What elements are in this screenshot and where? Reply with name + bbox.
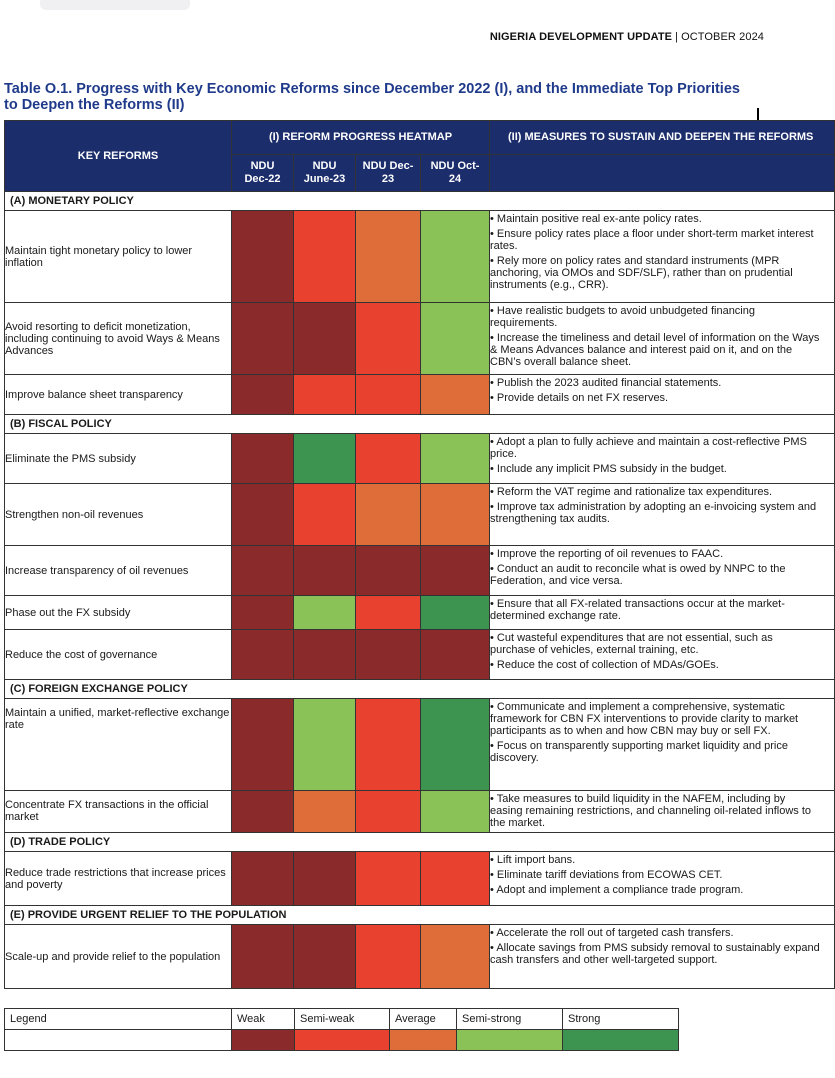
table-title: Table O.1. Progress with Key Economic Reforms since December 2022 (I), and the Immediate Top Priorities to Deepen the Reforms (II) — [4, 81, 740, 113]
heatmap-cell-average — [294, 791, 356, 833]
measures-header: (II) MEASURES TO SUSTAIN AND DEEPEN THE REFORMS — [490, 121, 835, 155]
heatmap-cell-semiweak — [294, 211, 356, 303]
reform-name: Reduce the cost of governance — [5, 630, 232, 680]
measure-item: • Focus on transparently supporting market liquidity and price discovery. — [490, 740, 788, 764]
table-row — [5, 852, 835, 906]
measure-item: • Rely more on policy rates and standard instruments (MPR anchoring, via OMOs and SDF/SLF), rather than on prudential instruments (e.g., CRR). — [490, 255, 793, 291]
measure-item: • Communicate and implement a comprehensive, systematic framework for CBN FX interventions to provide clarity to market participants as to when and how CBN may buy or sell FX. — [490, 701, 799, 737]
legend-item-strong: Strong — [563, 1009, 679, 1030]
measure-item: • Adopt a plan to fully achieve and maintain a cost-reflective PMS price. — [490, 436, 807, 460]
heatmap-header: (I) REFORM PROGRESS HEATMAP — [232, 121, 490, 155]
legend-item-weak: Weak — [232, 1009, 295, 1030]
legend-item-semi-weak: Semi-weak — [295, 1009, 390, 1030]
section-header-row — [5, 833, 835, 852]
heatmap-cell-weak — [294, 630, 356, 680]
period-header: NDU Dec-23 — [356, 155, 421, 192]
table-row — [5, 699, 835, 791]
legend-swatch-weak — [232, 1030, 295, 1051]
reform-name: Maintain tight monetary policy to lower inflation — [5, 211, 232, 303]
heatmap-cell-semiweak — [294, 484, 356, 546]
heatmap-cell-semistrong — [421, 434, 490, 484]
legend-swatch-average — [390, 1030, 457, 1051]
measure-item: • Improve tax administration by adopting an e-invoicing system and strengthening tax audits. — [490, 501, 817, 525]
measures-cell — [490, 484, 835, 546]
reform-name: Concentrate FX transactions in the official market — [5, 791, 232, 833]
heatmap-cell-weak — [232, 791, 294, 833]
heatmap-cell-semistrong — [294, 596, 356, 630]
reform-name: Maintain a unified, market-reflective exchange rate — [5, 699, 232, 791]
measure-item: • Ensure that all FX-related transactions occur at the market-determined exchange rate. — [490, 598, 785, 622]
key-reforms-header: KEY REFORMS — [5, 121, 232, 192]
measures-cell — [490, 596, 835, 630]
table-row — [5, 211, 835, 303]
legend-swatch-strong — [563, 1030, 679, 1051]
measure-item: • Include any implicit PMS subsidy in the budget. — [490, 463, 727, 475]
measure-item: • Have realistic budgets to avoid unbudgeted financing requirements. — [490, 305, 755, 329]
heatmap-cell-semiweak — [294, 375, 356, 415]
measure-item: • Take measures to build liquidity in the NAFEM, including by easing remaining restrictions, and channeling oil-related inflows to the market. — [490, 793, 812, 829]
measures-cell — [490, 303, 835, 375]
legend-swatch-semi-weak — [295, 1030, 390, 1051]
heatmap-cell-average — [356, 211, 421, 303]
heatmap-cell-average — [421, 375, 490, 415]
section-title: (A) MONETARY POLICY — [5, 192, 835, 211]
legend-item-semi-strong: Semi-strong — [457, 1009, 563, 1030]
measure-item: • Adopt and implement a compliance trade program. — [490, 884, 744, 896]
measure-item: • Allocate savings from PMS subsidy removal to sustainably expand cash transfers and other well-targeted support. — [490, 942, 820, 966]
heatmap-cell-strong — [294, 434, 356, 484]
heatmap-cell-strong — [421, 699, 490, 791]
measures-cell — [490, 375, 835, 415]
reform-name: Strengthen non-oil revenues — [5, 484, 232, 546]
measure-item: • Cut wasteful expenditures that are not essential, such as purchase of vehicles, external training, etc. — [490, 632, 773, 656]
legend-label: Legend — [5, 1009, 232, 1030]
heatmap-cell-semistrong — [294, 699, 356, 791]
measure-item: • Accelerate the roll out of targeted cash transfers. — [490, 927, 734, 939]
heatmap-cell-weak — [294, 852, 356, 906]
section-header-row — [5, 192, 835, 211]
reform-name: Avoid resorting to deficit monetization, including continuing to avoid Ways & Means Advances — [5, 303, 232, 375]
measures-subheader — [490, 155, 835, 192]
heatmap-cell-weak — [294, 303, 356, 375]
table-row — [5, 546, 835, 596]
reform-name: Improve balance sheet transparency — [5, 375, 232, 415]
reform-table-viewport[interactable] — [4, 120, 820, 1050]
heatmap-cell-semistrong — [421, 791, 490, 833]
heatmap-cell-weak — [232, 484, 294, 546]
section-title: (C) FOREIGN EXCHANGE POLICY — [5, 680, 835, 699]
table-row — [5, 791, 835, 833]
measure-item: • Lift import bans. — [490, 854, 576, 866]
heatmap-cell-semiweak — [356, 596, 421, 630]
publication-month: OCTOBER 2024 — [681, 31, 764, 43]
heatmap-cell-semistrong — [421, 303, 490, 375]
reform-name: Phase out the FX subsidy — [5, 596, 232, 630]
period-header: NDU June-23 — [294, 155, 356, 192]
measure-item: • Eliminate tariff deviations from ECOWAS CET. — [490, 869, 723, 881]
measures-cell — [490, 925, 835, 989]
measure-item: • Provide details on net FX reserves. — [490, 392, 669, 404]
heatmap-cell-weak — [356, 546, 421, 596]
heatmap-cell-semiweak — [356, 434, 421, 484]
heatmap-cell-semiweak — [356, 699, 421, 791]
heatmap-cell-semiweak — [421, 852, 490, 906]
reform-name: Eliminate the PMS subsidy — [5, 434, 232, 484]
heatmap-cell-weak — [232, 211, 294, 303]
heatmap-cell-weak — [232, 375, 294, 415]
period-header: NDU Oct-24 — [421, 155, 490, 192]
measure-item: • Improve the reporting of oil revenues to FAAC. — [490, 548, 724, 560]
table-row — [5, 375, 835, 415]
heatmap-cell-average — [421, 484, 490, 546]
measure-item: • Reform the VAT regime and rationalize tax expenditures. — [490, 486, 773, 498]
section-header-row — [5, 415, 835, 434]
table-row — [5, 434, 835, 484]
table-row — [5, 303, 835, 375]
measures-cell — [490, 852, 835, 906]
section-title: (B) FISCAL POLICY — [5, 415, 835, 434]
heatmap-cell-strong — [421, 596, 490, 630]
heatmap-cell-average — [356, 484, 421, 546]
heatmap-cell-weak — [294, 925, 356, 989]
measure-item: • Maintain positive real ex-ante policy rates. — [490, 213, 702, 225]
heatmap-cell-semistrong — [421, 211, 490, 303]
heatmap-cell-weak — [294, 546, 356, 596]
measure-item: • Conduct an audit to reconcile what is owed by NNPC to the Federation, and vice versa. — [490, 563, 786, 587]
heatmap-cell-weak — [232, 596, 294, 630]
measure-item: • Reduce the cost of collection of MDAs/GOEs. — [490, 659, 719, 671]
section-title: (D) TRADE POLICY — [5, 833, 835, 852]
reform-name: Scale-up and provide relief to the population — [5, 925, 232, 989]
table-row — [5, 925, 835, 989]
measures-cell — [490, 630, 835, 680]
header-separator: | — [675, 31, 679, 43]
measure-item: • Increase the timeliness and detail level of information on the Ways & Means Advances balance and interest paid on it, and on the CBN’s overall balance sheet. — [490, 332, 820, 368]
reform-name: Increase transparency of oil revenues — [5, 546, 232, 596]
period-header: NDU Dec-22 — [232, 155, 294, 192]
legend-item-average: Average — [390, 1009, 457, 1030]
heatmap-cell-weak — [421, 546, 490, 596]
table-row — [5, 596, 835, 630]
section-header-row — [5, 906, 835, 925]
publication-name: NIGERIA DEVELOPMENT UPDATE — [489, 31, 673, 43]
heatmap-cell-semiweak — [356, 303, 421, 375]
measures-cell — [490, 791, 835, 833]
page-header — [490, 31, 764, 43]
heatmap-cell-semiweak — [356, 375, 421, 415]
heatmap-cell-weak — [232, 303, 294, 375]
legend-swatch-semi-strong — [457, 1030, 563, 1051]
section-header-row — [5, 680, 835, 699]
heatmap-cell-weak — [232, 434, 294, 484]
measures-cell — [490, 211, 835, 303]
browser-tab-strip — [40, 0, 190, 10]
measures-cell — [490, 546, 835, 596]
heatmap-cell-weak — [421, 630, 490, 680]
measures-cell — [490, 699, 835, 791]
section-title: (E) PROVIDE URGENT RELIEF TO THE POPULATION — [5, 906, 835, 925]
legend-table — [4, 1008, 679, 1051]
heatmap-cell-average — [421, 925, 490, 989]
legend-blank — [5, 1030, 232, 1051]
heatmap-cell-weak — [356, 630, 421, 680]
table-row — [5, 630, 835, 680]
heatmap-cell-weak — [232, 925, 294, 989]
heatmap-cell-semiweak — [356, 791, 421, 833]
measures-cell — [490, 434, 835, 484]
heatmap-cell-semiweak — [356, 852, 421, 906]
heatmap-cell-weak — [232, 630, 294, 680]
measure-item: • Publish the 2023 audited financial statements. — [490, 377, 722, 389]
table-row — [5, 484, 835, 546]
heatmap-cell-semiweak — [356, 925, 421, 989]
reform-table — [4, 120, 835, 989]
heatmap-cell-weak — [232, 852, 294, 906]
table-body — [5, 192, 835, 989]
reform-name: Reduce trade restrictions that increase prices and poverty — [5, 852, 232, 906]
heatmap-cell-weak — [232, 699, 294, 791]
measure-item: • Ensure policy rates place a floor under short-term market interest rates. — [490, 228, 814, 252]
heatmap-cell-weak — [232, 546, 294, 596]
